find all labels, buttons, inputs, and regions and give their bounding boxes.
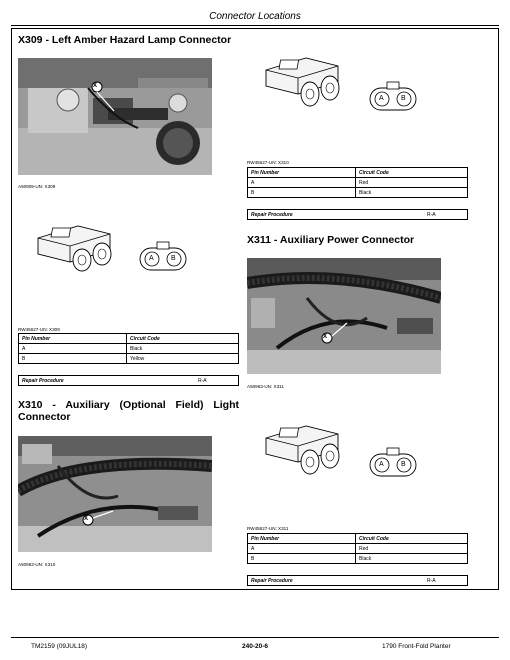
table-header-cell: Pin Number (248, 168, 356, 178)
table-header-cell: Pin Number (19, 334, 127, 344)
x310-connector-drawing (262, 52, 352, 112)
x311-photo (247, 258, 441, 374)
repair-value: R-A (427, 578, 436, 584)
x310-photo-marker: X (84, 516, 89, 522)
x309-connector-drawing (34, 220, 124, 276)
x310-pin-face (368, 80, 418, 114)
table-cell: B (19, 354, 127, 364)
repair-label: Repair Procedure (251, 578, 293, 584)
x310-photo (18, 436, 212, 552)
x309-repair-procedure (18, 375, 239, 386)
table-cell: A (248, 178, 356, 188)
x311-connector-drawing (262, 420, 352, 480)
footer-product-name: 1790 Front-Fold Planter (382, 643, 451, 650)
x311-photo-caption: A50963-UN: X311 (247, 384, 284, 389)
x311-repair-procedure (247, 575, 468, 586)
x310-pin-label-a: A (379, 95, 384, 102)
table-row (248, 554, 468, 564)
table-cell: Red (356, 544, 468, 554)
footer-page-number: 240-20-6 (241, 643, 269, 650)
table-cell: B (248, 554, 356, 564)
table-row (19, 344, 239, 354)
table-header-cell: Circuit Code (356, 534, 468, 544)
x310-title-cont: Connector (18, 411, 71, 423)
page-header-title: Connector Locations (209, 11, 301, 22)
x309-title: X309 - Left Amber Hazard Lamp Connector (18, 34, 232, 46)
x311-pin-label-a: A (379, 461, 384, 468)
table-header-cell: Circuit Code (356, 168, 468, 178)
x311-pin-label-b: B (401, 461, 406, 468)
x309-photo-marker: X (93, 83, 98, 89)
x310-title: X310 - Auxiliary (Optional Field) Light (18, 399, 239, 411)
table-cell: Black (356, 554, 468, 564)
x310-pin-label-b: B (401, 95, 406, 102)
x310-photo-caption: A50963-UN: X310 (18, 562, 56, 567)
table-cell: Black (356, 188, 468, 198)
x311-pin-table (247, 533, 468, 564)
x309-pin-face (138, 240, 188, 274)
table-cell: Red (356, 178, 468, 188)
x310-drawing-caption: RW45627-UN: X310 (247, 160, 289, 165)
table-row (248, 178, 468, 188)
table-header-cell: Circuit Code (127, 334, 239, 344)
x309-pin-label-b: B (171, 255, 176, 262)
table-row (248, 188, 468, 198)
x309-photo (18, 58, 212, 175)
table-cell: Black (127, 344, 239, 354)
table-cell: B (248, 188, 356, 198)
table-header-row (248, 534, 468, 544)
repair-value: R-A (427, 212, 436, 218)
table-row (248, 544, 468, 554)
x310-pin-table (247, 167, 468, 198)
table-cell: A (19, 344, 127, 354)
table-header-row (248, 168, 468, 178)
x311-photo-marker: X (323, 334, 328, 340)
x310-repair-procedure (247, 209, 468, 220)
x311-title: X311 - Auxiliary Power Connector (247, 234, 415, 246)
x311-pin-face (368, 446, 418, 480)
repair-label: Repair Procedure (251, 212, 293, 218)
footer-document-id: TM2159 (09JUL18) (31, 643, 87, 650)
repair-label: Repair Procedure (22, 378, 64, 384)
x309-photo-caption: A50909-UN: X309 (18, 184, 56, 189)
x309-pin-table (18, 333, 239, 364)
table-header-row (19, 334, 239, 344)
table-cell: Yellow (127, 354, 239, 364)
table-row (19, 354, 239, 364)
x309-drawing-caption: RW45627-UN: X309 (18, 327, 60, 332)
footer-rule (11, 637, 499, 638)
table-header-cell: Pin Number (248, 534, 356, 544)
x311-drawing-caption: RW45627-UN: X311 (247, 526, 289, 531)
x309-pin-label-a: A (149, 255, 154, 262)
repair-value: R-A (198, 378, 207, 384)
header-rule (11, 25, 499, 26)
table-cell: A (248, 544, 356, 554)
